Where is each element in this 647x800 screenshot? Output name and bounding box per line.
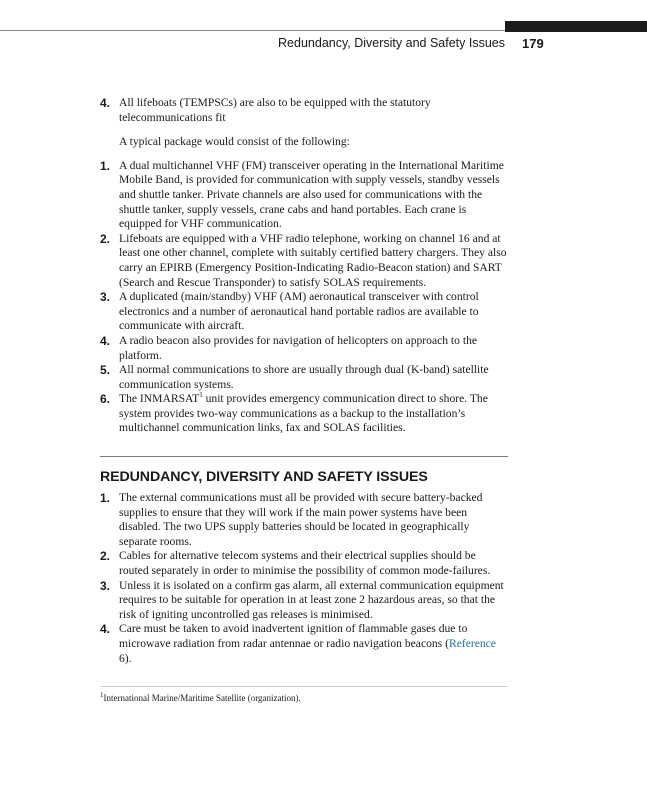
running-title: Redundancy, Diversity and Safety Issues bbox=[278, 36, 505, 50]
item-number: 4. bbox=[100, 622, 111, 637]
item-text: All normal communications to shore are usually through dual (K-band) satellite communication systems. bbox=[119, 363, 489, 391]
item-number: 1. bbox=[100, 491, 111, 506]
item-text-end: unit provides emergency communication direct to shore. The system provides two-way communications as a backup to the installation’s multichannel communication links, fax and SOLAS facilities. bbox=[119, 392, 488, 435]
item-number: 2. bbox=[100, 231, 111, 246]
list-item bbox=[100, 622, 508, 666]
item-text: Unless it is isolated on a confirm gas alarm, all external communication equipment requires to be suitable for operation in at least zone 2 hazardous areas, so that the risk of igniting uncontrolled gas releases is minimised. bbox=[119, 578, 504, 621]
footnote-text: International Marine/Maritime Satellite (organization). bbox=[103, 693, 301, 704]
item-number: 6. bbox=[100, 392, 111, 407]
list-item bbox=[100, 579, 508, 623]
page-content bbox=[100, 96, 508, 704]
list-item bbox=[100, 290, 508, 334]
header-rule bbox=[0, 30, 505, 31]
footnote bbox=[100, 692, 508, 704]
item-text-start: Care must be taken to avoid inadvertent ignition of flammable gases due to microwave radiation from radar antennae or radio navigation beacons ( bbox=[119, 622, 468, 650]
item-text bbox=[119, 622, 508, 666]
item-number: 4. bbox=[100, 96, 111, 110]
list-item bbox=[100, 363, 508, 392]
section-rule bbox=[100, 456, 508, 457]
item-number: 2. bbox=[100, 549, 111, 564]
item-number: 3. bbox=[100, 290, 111, 305]
item-text: The external communications must all be provided with secure battery-backed supplies to ensure that they will work if the main power systems have been disabled. The two UPS supply batteries should be located in geographically separate rooms. bbox=[119, 491, 483, 548]
section-heading: REDUNDANCY, DIVERSITY AND SAFETY ISSUES bbox=[100, 469, 428, 486]
list-item bbox=[100, 392, 508, 436]
intro-text: A typical package would consist of the following: bbox=[119, 135, 350, 149]
item-text: Cables for alternative telecom systems and their electrical supplies should be routed separately in order to minimise the possibility of common mode-failures. bbox=[119, 549, 491, 578]
item-text: Lifeboats are equipped with a VHF radio telephone, working on channel 16 and at least one other channel, complete with suitably certified battery chargers. They also carry an EPIRB (Emergency Position-Indicating Radio-Beacon station) and SART (Search and Rescue Transponder) to satisfy SOLAS requirements. bbox=[119, 231, 507, 289]
item-number: 3. bbox=[100, 578, 111, 593]
header-bar bbox=[505, 21, 647, 32]
item-number: 1. bbox=[100, 158, 111, 173]
item-text-start: The INMARSAT bbox=[119, 392, 200, 406]
footnote-marker: 1 bbox=[100, 691, 104, 700]
reference-link[interactable]: Reference bbox=[448, 637, 496, 650]
item-text: A dual multichannel VHF (FM) transceiver operating in the International Maritime Mobile Band, is provided for communication with supply vessels, standby vessels and shuttle tanker. Private channels are also used for communications with the shuttle tanker, supply vessels, crane cabs and hand portables. Each crane is equipped for VHF communication. bbox=[119, 158, 504, 231]
item-text: A duplicated (main/standby) VHF (AM) aeronautical transceiver with control electronics and a number of aeronautical hand portable radios are available to communicate with aircraft. bbox=[119, 290, 479, 333]
list-item bbox=[100, 232, 508, 290]
list-item bbox=[100, 334, 508, 363]
item-text bbox=[119, 392, 508, 436]
list-item bbox=[100, 96, 508, 125]
footnote-ref[interactable]: 1 bbox=[199, 391, 203, 400]
list-item bbox=[100, 159, 508, 232]
item-text: All lifeboats (TEMPSCs) are also to be equipped with the statutory telecommunications fit bbox=[119, 96, 431, 124]
item-text: A radio beacon also provides for navigation of helicopters on approach to the platform. bbox=[119, 333, 478, 362]
item-number: 5. bbox=[100, 363, 111, 378]
item-text-end: 6). bbox=[119, 651, 132, 665]
list-item bbox=[100, 491, 508, 549]
footnote-rule bbox=[100, 686, 508, 687]
list-item bbox=[100, 549, 508, 578]
item-number: 4. bbox=[100, 333, 111, 348]
page-number: 179 bbox=[522, 36, 544, 51]
